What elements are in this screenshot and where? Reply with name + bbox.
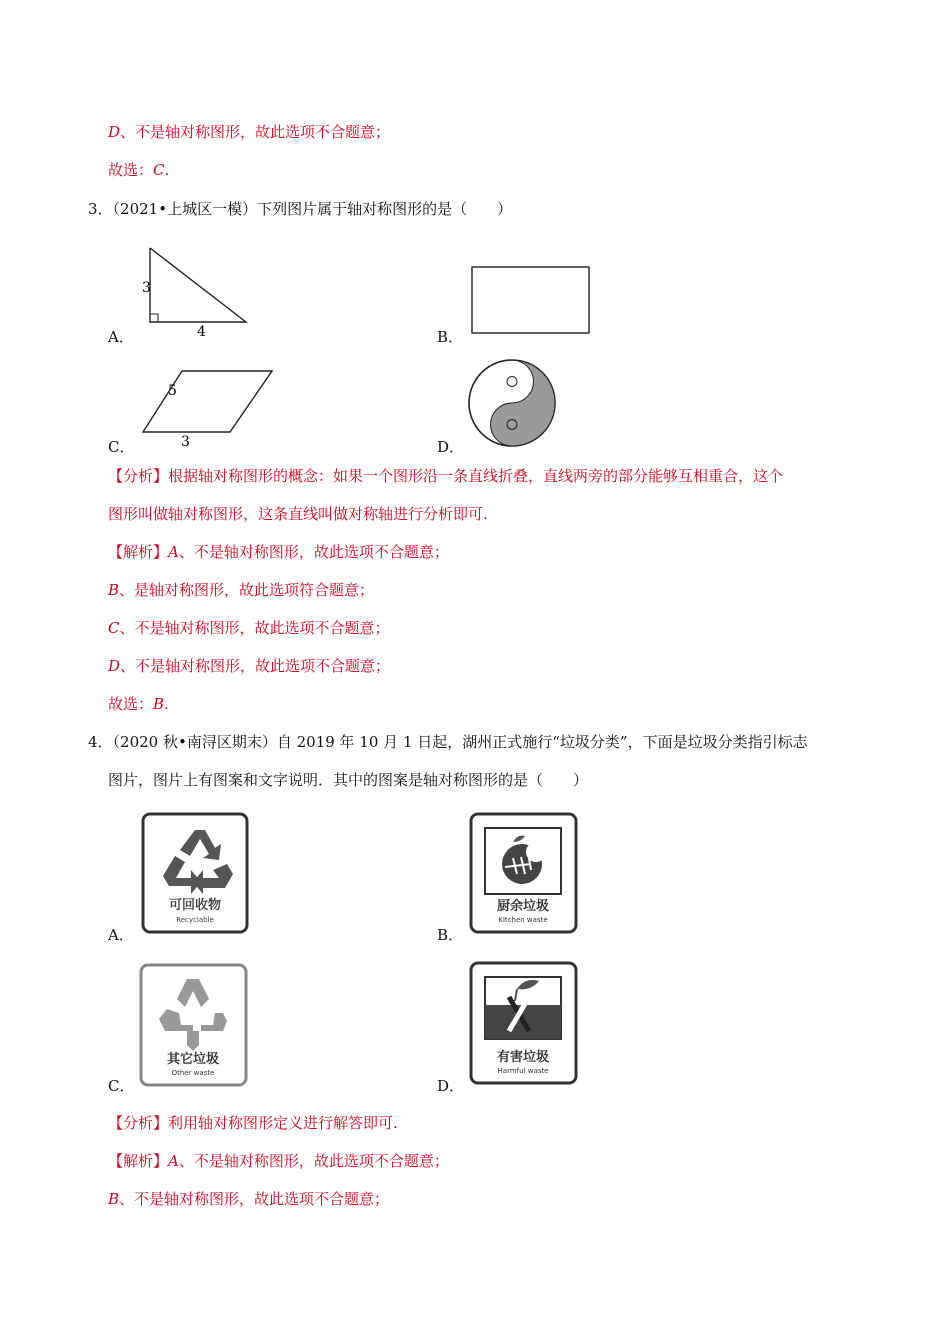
figure-d-yin-yang <box>467 358 559 450</box>
option-b-label: B． <box>437 328 464 346</box>
q3-solution-c <box>108 617 390 639</box>
figure-b-rectangle <box>470 265 594 337</box>
answer-letter: B <box>153 695 165 713</box>
q3-analysis-line1 <box>108 465 783 487</box>
label-side-4: 4 <box>197 324 206 340</box>
option-c-label: C． <box>108 438 135 456</box>
sign-a-recyclable <box>141 812 249 934</box>
prev-solution-d <box>108 121 390 143</box>
figure-c-parallelogram <box>140 368 280 450</box>
question-4-stem-line1 <box>88 731 808 753</box>
solution-text: 、不是轴对称图形，故此选项不合题意； <box>119 619 390 637</box>
q3-solution-d <box>108 655 390 677</box>
option-letter: A <box>168 543 179 561</box>
q3-solution-a <box>108 541 449 563</box>
analysis-text: 根据轴对称图形的概念：如果一个图形沿一条直线折叠，直线两旁的部分能够互相重合，这个 <box>168 467 784 485</box>
sign-subtitle: Kitchen waste <box>498 916 548 924</box>
option-letter: D <box>108 123 121 141</box>
sign-title: 可回收物 <box>168 898 222 913</box>
solution-text: 、是轴对称图形，故此选项符合题意； <box>119 581 375 599</box>
q4-solution-a <box>108 1150 449 1172</box>
answer-end: . <box>164 161 170 179</box>
question-source: （2021•上城区一模） <box>112 200 258 218</box>
label-side-3-bottom: 3 <box>181 434 190 450</box>
sign-subtitle: Recyclable <box>176 916 214 924</box>
sign-c-other-waste <box>139 963 249 1087</box>
sign-title: 有害垃圾 <box>496 1050 550 1065</box>
analysis-tag: 【分析】 <box>108 1114 169 1132</box>
option-d-label: D． <box>437 438 465 456</box>
solution-tag: 【解析】 <box>108 543 169 561</box>
option-d-label: D． <box>437 1077 465 1095</box>
option-letter: B <box>108 1190 120 1208</box>
sign-title: 其它垃圾 <box>166 1052 220 1067</box>
question-4-stem-line2: 图片，图片上有图案和文字说明．其中的图案是轴对称图形的是（ ） <box>108 771 589 789</box>
sign-subtitle: Other waste <box>171 1069 215 1077</box>
question-text: 下列图片属于轴对称图形的是（ ） <box>257 200 513 218</box>
answer-prefix: 故选： <box>108 161 154 179</box>
analysis-text: 利用轴对称图形定义进行解答即可. <box>168 1114 398 1132</box>
question-number: 4． <box>88 733 113 751</box>
solution-text: 、不是轴对称图形，故此选项不合题意； <box>120 657 391 675</box>
option-letter: C <box>108 619 120 637</box>
option-c-label: C． <box>108 1077 135 1095</box>
q4-solution-b <box>108 1188 389 1210</box>
figure-a-right-triangle <box>140 244 255 340</box>
q3-solution-b <box>108 579 374 601</box>
answer-end: . <box>164 695 169 713</box>
sign-title: 厨余垃圾 <box>496 899 550 914</box>
analysis-tag: 【分析】 <box>108 467 169 485</box>
q3-answer <box>108 693 169 715</box>
q4-analysis <box>108 1112 398 1134</box>
answer-letter: C <box>153 161 165 179</box>
solution-text: 、不是轴对称图形，故此选项不合题意； <box>178 543 449 561</box>
label-side-5: 5 <box>168 383 177 399</box>
option-b-label: B． <box>437 926 464 944</box>
solution-text: 、不是轴对称图形，故此选项不合题意； <box>119 1190 390 1208</box>
option-letter: B <box>108 581 120 599</box>
question-number: 3． <box>88 200 113 218</box>
answer-prefix: 故选： <box>108 695 154 713</box>
question-3-stem <box>88 198 512 220</box>
prev-answer <box>108 159 169 181</box>
solution-text: 、不是轴对称图形，故此选项不合题意； <box>120 123 391 141</box>
option-letter: A <box>168 1152 179 1170</box>
option-a-label: A． <box>108 926 134 944</box>
sign-b-kitchen-waste <box>469 812 579 934</box>
sign-d-harmful-waste <box>469 961 579 1085</box>
solution-tag: 【解析】 <box>108 1152 169 1170</box>
question-text: （2020 秋•南浔区期末）自 2019 年 10 月 1 日起，湖州正式施行“垃圾分类”，下面是垃圾分类指引标志 <box>112 733 808 751</box>
label-side-3: 3 <box>142 280 151 296</box>
solution-text: 、不是轴对称图形，故此选项不合题意； <box>178 1152 449 1170</box>
q3-analysis-line2: 图形叫做轴对称图形，这条直线叫做对称轴进行分析即可. <box>108 505 488 523</box>
option-a-label: A． <box>108 328 134 346</box>
sign-subtitle: Harmful waste <box>497 1067 549 1075</box>
option-letter: D <box>108 657 121 675</box>
